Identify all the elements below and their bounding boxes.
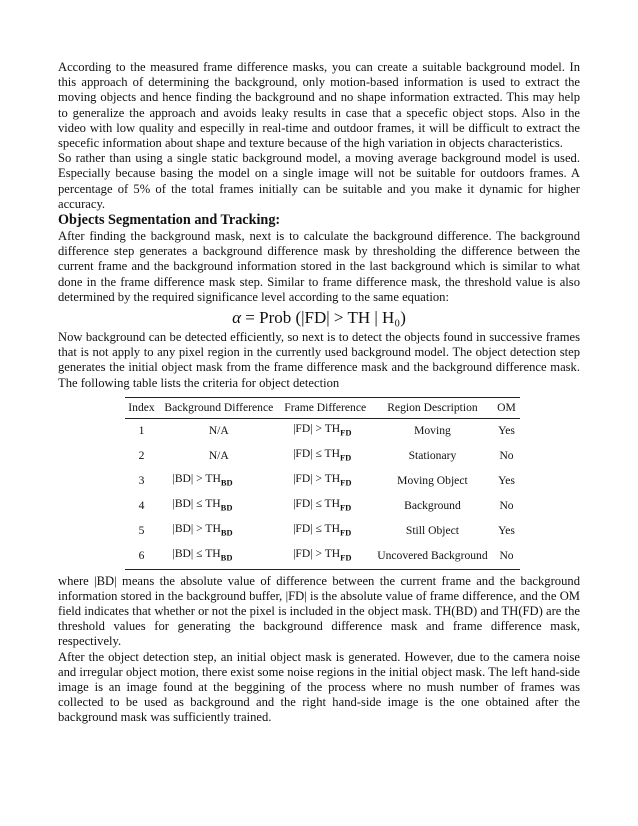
cell-om: No — [499, 449, 514, 463]
section-heading: Objects Segmentation and Tracking: — [58, 212, 281, 229]
criteria-table — [125, 397, 520, 570]
cell-om: Yes — [498, 424, 515, 438]
paragraph-noise: After the object detection step, an initial object mask is generated. However, due to the camera noise and irregular object motion, there exist some noise regions in the initial object mask. The left hand-side image is an image found at the beggining of the process where no mush number of frames was collected to be used as background and the right hand-side image is the one obtained after the background mask was sufficiently trained. — [58, 649, 580, 725]
cell-index: 4 — [138, 498, 145, 512]
cell-frame-difference: $|FD| \le TH_{FD}$ — [293, 446, 352, 463]
criteria-table-wrapper — [58, 397, 580, 570]
cell-frame-difference: $|FD| > TH_{FD}$ — [293, 471, 352, 488]
cell-index: 5 — [138, 523, 145, 537]
cell-om: No — [499, 498, 514, 512]
document-page — [58, 60, 580, 726]
paragraph-background-model: According to the measured frame difference masks, you can create a suitable background model. In this approach of determining the background, only motion-based information is used to extract the moving objects and hence finding the background and no shape information extracted. This may help to generalize the approach and avoids leaky results in case that a specefic object stops. Also in the video with low quality and especilly in real-time and outdoor frames, it will be difficult to extract the specefic information about shape and texture because of the high variation in objects characteristics. — [58, 60, 580, 151]
header-om: OM — [494, 397, 520, 418]
table-row — [125, 469, 520, 494]
cell-om: Yes — [498, 474, 515, 488]
cell-region-description: Still Object — [405, 523, 460, 537]
header-frame-difference: Frame Difference — [279, 397, 371, 418]
paragraph-moving-average: So rather than using a single static background model, a moving average background model is used. Especially because basing the model on a single image will not be suitable for outdoors frames. A percentage of 5% of the total frames initially can be suitable and you make it dynamic for higher accuracy. — [58, 151, 580, 211]
cell-background-difference: N/A — [208, 424, 229, 438]
header-index: Index — [125, 397, 159, 418]
cell-index: 3 — [138, 474, 145, 488]
cell-background-difference: N/A — [208, 449, 229, 463]
cell-frame-difference: $|FD| \le TH_{FD}$ — [293, 496, 352, 513]
paragraph-background-difference: After finding the background mask, next is to calculate the background difference. The background difference step generates a background difference mask by thresholding the difference between the current frame and the background information stored in the last background which is similar to what done in the frame difference mask step. Similar to frame difference mask, the threshold value is also determined by the required significance level according to the same equation: — [58, 229, 580, 304]
cell-index: 2 — [138, 449, 145, 463]
table-body — [125, 419, 520, 569]
table-row — [125, 494, 520, 519]
significance-equation — [58, 307, 580, 329]
paragraph-object-detection: Now background can be detected efficiently, so next is to detect the objects found in successive frames that is not apply to any pixel region in the currently used background model. The object detection step generates the initial object mask from the frame difference mask and the background difference mask. The following table lists the criteria for object detection — [58, 330, 580, 390]
cell-frame-difference: $|FD| > TH_{FD}$ — [293, 422, 352, 438]
cell-region-description: Stationary — [408, 449, 457, 463]
paragraph-definitions: where |BD| means the absolute value of difference between the current frame and the background information stored in the background buffer, |FD| is the absolute value of frame difference, and the OM field indicates that whether or not the pixel is included in the object mask. TH(BD) and TH(FD) are the threshold values for generating the background difference mask and frame difference mask, respectively. — [58, 573, 580, 649]
cell-om: No — [494, 544, 520, 569]
cell-region-description: Uncovered Background — [371, 544, 493, 569]
table-row — [125, 419, 520, 444]
cell-frame-difference: $|FD| > TH_{FD}$ — [279, 544, 371, 569]
header-region-description: Region Description — [371, 397, 493, 418]
cell-region-description: Moving Object — [397, 474, 468, 488]
cell-region-description: Moving — [414, 424, 451, 438]
cell-frame-difference: $|FD| \le TH_{FD}$ — [293, 521, 352, 537]
table-header-row — [125, 397, 520, 418]
cell-background-difference: $|BD| > TH_{BD}$ — [172, 521, 233, 537]
cell-index: 1 — [138, 424, 145, 438]
cell-background-difference: $|BD| \le TH_{BD}$ — [172, 496, 233, 513]
cell-region-description: Background — [404, 498, 461, 512]
cell-om: Yes — [498, 523, 515, 537]
table-row — [125, 444, 520, 469]
equation-rest: = Prob (|FD| > TH | H₀) — [241, 308, 406, 328]
table-row — [125, 544, 520, 569]
table-row — [125, 519, 520, 544]
cell-background-difference: $|BD| \le TH_{BD}$ — [159, 544, 280, 569]
header-background-difference: Background Difference — [159, 397, 280, 418]
equation-alpha: α — [232, 308, 242, 328]
cell-index: 6 — [125, 544, 159, 569]
cell-background-difference: $|BD| > TH_{BD}$ — [172, 471, 233, 488]
